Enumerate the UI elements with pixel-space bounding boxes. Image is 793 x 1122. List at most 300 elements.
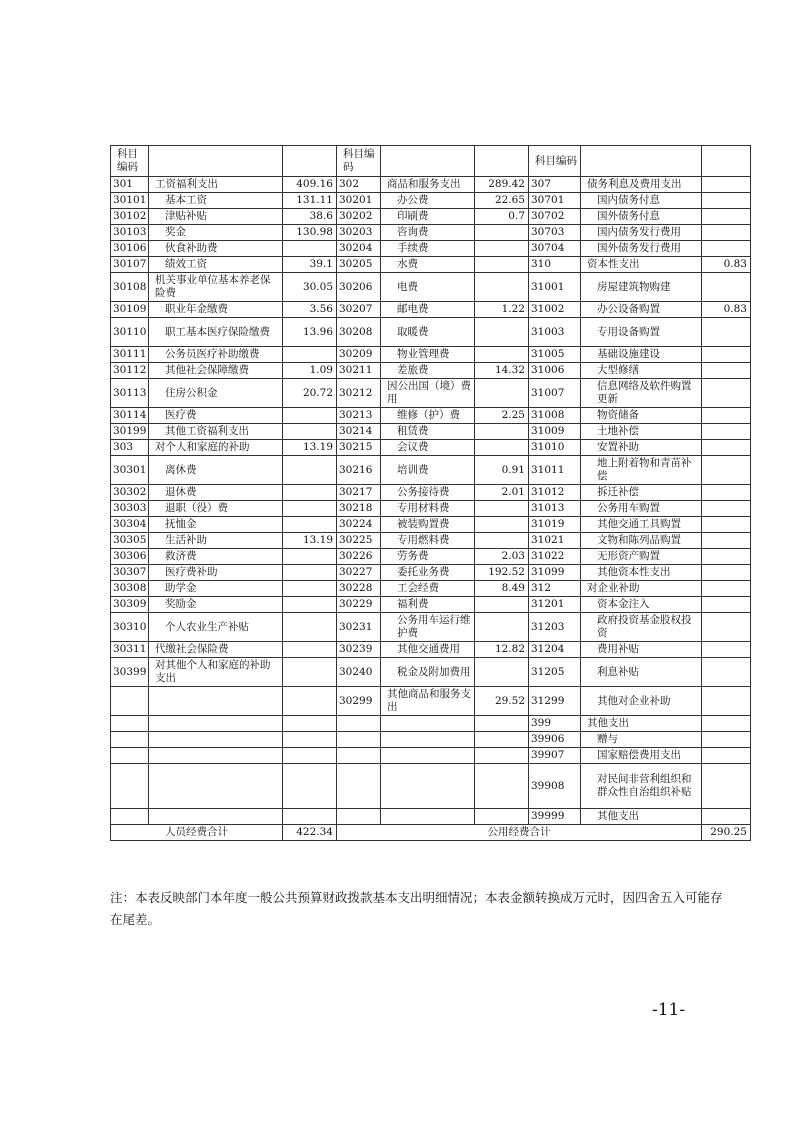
amount-cell [475, 658, 529, 687]
amount-cell: 2.01 [475, 485, 529, 501]
item-name-cell: 其他社会保障缴费 [149, 363, 283, 379]
item-name-cell: 无形资产购置 [581, 549, 702, 565]
amount-cell [283, 642, 337, 658]
item-name-cell: 租赁费 [381, 424, 475, 440]
item-name-cell: 被装购置费 [381, 517, 475, 533]
amount-cell [475, 440, 529, 456]
code-cell: 30213 [337, 408, 381, 424]
code-cell: 30109 [111, 302, 149, 318]
amount-cell [702, 549, 751, 565]
code-cell: 30306 [111, 549, 149, 565]
amount-cell: 1.22 [475, 302, 529, 318]
amount-cell [475, 809, 529, 825]
table-row [111, 379, 751, 408]
amount-cell: 14.32 [475, 363, 529, 379]
item-name-cell: 对其他个人和家庭的补助支出 [149, 658, 283, 687]
code-cell: 30214 [337, 424, 381, 440]
item-name-cell: 生活补助 [149, 533, 283, 549]
item-name-cell [381, 809, 475, 825]
table-row [111, 565, 751, 581]
table-row [111, 257, 751, 273]
code-cell: 30308 [111, 581, 149, 597]
item-name-cell: 其他对企业补助 [581, 687, 702, 716]
code-cell: 39906 [529, 732, 581, 748]
item-name-cell: 国内债务付息 [581, 193, 702, 209]
item-name-cell: 税金及附加费用 [381, 658, 475, 687]
code-cell: 30217 [337, 485, 381, 501]
item-name-cell: 退职（役）费 [149, 501, 283, 517]
amount-cell [702, 501, 751, 517]
item-name-cell: 助学金 [149, 581, 283, 597]
item-name-cell: 对个人和家庭的补助 [149, 440, 283, 456]
amount-cell [702, 533, 751, 549]
code-cell: 31008 [529, 408, 581, 424]
item-name-cell: 赠与 [581, 732, 702, 748]
table-row [111, 193, 751, 209]
amount-cell [702, 565, 751, 581]
amount-cell [475, 764, 529, 809]
amount-cell [283, 732, 337, 748]
code-cell: 30307 [111, 565, 149, 581]
item-name-cell [149, 748, 283, 764]
table-row [111, 363, 751, 379]
amount-cell [702, 273, 751, 302]
code-cell: 39999 [529, 809, 581, 825]
item-name-cell: 代缴社会保险费 [149, 642, 283, 658]
item-name-cell: 水费 [381, 257, 475, 273]
page-number: -11- [652, 1000, 686, 1020]
item-name-cell [381, 732, 475, 748]
code-cell: 30305 [111, 533, 149, 549]
code-cell: 30108 [111, 273, 149, 302]
amount-cell [475, 225, 529, 241]
table-row [111, 241, 751, 257]
table-row [111, 209, 751, 225]
amount-cell: 13.19 [283, 440, 337, 456]
item-name-cell: 会议费 [381, 440, 475, 456]
amount-cell [283, 485, 337, 501]
table-row [111, 581, 751, 597]
item-name-cell [149, 687, 283, 716]
item-name-cell: 拆迁补偿 [581, 485, 702, 501]
code-cell: 30303 [111, 501, 149, 517]
table-row [111, 549, 751, 565]
code-cell: 30209 [337, 347, 381, 363]
item-name-cell: 机关事业单位基本养老保险费 [149, 273, 283, 302]
item-name-cell: 救济费 [149, 549, 283, 565]
code-cell: 30201 [337, 193, 381, 209]
item-name-cell: 手续费 [381, 241, 475, 257]
code-cell: 30228 [337, 581, 381, 597]
table-row [111, 302, 751, 318]
amount-cell [702, 209, 751, 225]
item-name-cell [381, 716, 475, 732]
item-name-cell: 职工基本医疗保险缴费 [149, 318, 283, 347]
code-cell: 31019 [529, 517, 581, 533]
amount-cell [475, 716, 529, 732]
amount-cell [702, 225, 751, 241]
item-name-cell: 住房公积金 [149, 379, 283, 408]
amount-cell: 20.72 [283, 379, 337, 408]
amount-cell [475, 533, 529, 549]
item-name-cell: 其他交通工具购置 [581, 517, 702, 533]
item-name-cell: 职业年金缴费 [149, 302, 283, 318]
amount-cell: 0.7 [475, 209, 529, 225]
item-name-cell: 其他支出 [581, 716, 702, 732]
code-cell: 39907 [529, 748, 581, 764]
item-name-cell: 公务接待费 [381, 485, 475, 501]
item-name-cell: 大型修缮 [581, 363, 702, 379]
table-row [111, 225, 751, 241]
code-cell [111, 809, 149, 825]
header-amount-cell [702, 146, 751, 177]
amount-cell [702, 517, 751, 533]
header-amount-cell [283, 146, 337, 177]
code-cell: 30309 [111, 597, 149, 613]
table-row [111, 485, 751, 501]
amount-cell [283, 424, 337, 440]
amount-cell [283, 581, 337, 597]
code-cell: 30218 [337, 501, 381, 517]
code-cell: 31204 [529, 642, 581, 658]
code-cell: 31007 [529, 379, 581, 408]
code-cell [111, 732, 149, 748]
amount-cell [702, 440, 751, 456]
amount-cell: 13.19 [283, 533, 337, 549]
code-cell: 31021 [529, 533, 581, 549]
code-cell: 30239 [337, 642, 381, 658]
amount-cell [283, 408, 337, 424]
code-cell: 30101 [111, 193, 149, 209]
code-cell: 30102 [111, 209, 149, 225]
code-cell: 30229 [337, 597, 381, 613]
item-name-cell: 委托业务费 [381, 565, 475, 581]
code-cell: 302 [337, 177, 381, 193]
item-name-cell [149, 764, 283, 809]
amount-cell: 289.42 [475, 177, 529, 193]
amount-cell [475, 597, 529, 613]
amount-cell [475, 347, 529, 363]
amount-cell [283, 501, 337, 517]
item-name-cell: 培训费 [381, 456, 475, 485]
personnel-total-label: 人员经费合计 [111, 825, 283, 841]
code-cell: 31022 [529, 549, 581, 565]
code-cell: 30207 [337, 302, 381, 318]
amount-cell [283, 597, 337, 613]
item-name-cell [149, 716, 283, 732]
code-cell: 30205 [337, 257, 381, 273]
amount-cell [702, 764, 751, 809]
amount-cell: 0.83 [702, 257, 751, 273]
table-row [111, 748, 751, 764]
amount-cell [702, 241, 751, 257]
code-cell: 31009 [529, 424, 581, 440]
amount-cell [283, 241, 337, 257]
code-cell: 30701 [529, 193, 581, 209]
code-cell: 30304 [111, 517, 149, 533]
code-cell: 30226 [337, 549, 381, 565]
code-cell: 31205 [529, 658, 581, 687]
amount-cell [283, 517, 337, 533]
totals-row [111, 825, 751, 841]
table-row [111, 273, 751, 302]
code-cell [337, 809, 381, 825]
code-cell: 30703 [529, 225, 581, 241]
amount-cell: 22.65 [475, 193, 529, 209]
code-cell [337, 732, 381, 748]
header-name-cell [149, 146, 283, 177]
code-cell: 30704 [529, 241, 581, 257]
amount-cell [702, 642, 751, 658]
amount-cell: 38.6 [283, 209, 337, 225]
code-cell: 307 [529, 177, 581, 193]
item-name-cell: 信息网络及软件购置更新 [581, 379, 702, 408]
code-cell: 30302 [111, 485, 149, 501]
code-cell: 31203 [529, 613, 581, 642]
code-cell: 31002 [529, 302, 581, 318]
amount-cell: 130.98 [283, 225, 337, 241]
item-name-cell: 地上附着物和青苗补偿 [581, 456, 702, 485]
code-cell: 30224 [337, 517, 381, 533]
code-cell: 30111 [111, 347, 149, 363]
amount-cell [702, 193, 751, 209]
item-name-cell: 电费 [381, 273, 475, 302]
code-cell: 30702 [529, 209, 581, 225]
amount-cell [475, 748, 529, 764]
item-name-cell: 公务用车运行维护费 [381, 613, 475, 642]
code-cell: 30311 [111, 642, 149, 658]
code-cell: 30240 [337, 658, 381, 687]
amount-cell [702, 379, 751, 408]
amount-cell [702, 424, 751, 440]
amount-cell [283, 764, 337, 809]
item-name-cell: 其他支出 [581, 809, 702, 825]
amount-cell: 29.52 [475, 687, 529, 716]
amount-cell [283, 347, 337, 363]
item-name-cell: 债务利息及费用支出 [581, 177, 702, 193]
code-cell: 31010 [529, 440, 581, 456]
item-name-cell: 专用材料费 [381, 501, 475, 517]
amount-cell [702, 456, 751, 485]
table-row [111, 687, 751, 716]
table-row [111, 613, 751, 642]
code-cell: 30107 [111, 257, 149, 273]
item-name-cell: 基本工资 [149, 193, 283, 209]
item-name-cell: 专用燃料费 [381, 533, 475, 549]
item-name-cell: 工资福利支出 [149, 177, 283, 193]
item-name-cell: 个人农业生产补贴 [149, 613, 283, 642]
item-name-cell: 办公设备购置 [581, 302, 702, 318]
code-cell: 312 [529, 581, 581, 597]
code-cell: 30113 [111, 379, 149, 408]
amount-cell [702, 318, 751, 347]
amount-cell [475, 517, 529, 533]
table-row [111, 424, 751, 440]
item-name-cell: 国家赔偿费用支出 [581, 748, 702, 764]
item-name-cell: 物业管理费 [381, 347, 475, 363]
item-name-cell: 基础设施建设 [581, 347, 702, 363]
item-name-cell: 医疗费补助 [149, 565, 283, 581]
code-cell: 31299 [529, 687, 581, 716]
public-total-label: 公用经费合计 [337, 825, 702, 841]
item-name-cell [381, 764, 475, 809]
table-row [111, 501, 751, 517]
budget-detail-table [110, 145, 751, 841]
amount-cell [283, 658, 337, 687]
code-cell: 30299 [337, 687, 381, 716]
table-row [111, 716, 751, 732]
code-cell: 31099 [529, 565, 581, 581]
amount-cell [283, 809, 337, 825]
item-name-cell: 公务员医疗补助缴费 [149, 347, 283, 363]
item-name-cell: 邮电费 [381, 302, 475, 318]
table-row [111, 408, 751, 424]
item-name-cell: 国外债务发行费用 [581, 241, 702, 257]
code-cell: 30301 [111, 456, 149, 485]
code-cell: 30106 [111, 241, 149, 257]
item-name-cell: 咨询费 [381, 225, 475, 241]
public-total-value: 290.25 [702, 825, 751, 841]
amount-cell [283, 565, 337, 581]
item-name-cell: 奖金 [149, 225, 283, 241]
amount-cell: 3.56 [283, 302, 337, 318]
table-row [111, 764, 751, 809]
table-note: 注：本表反映部门本年度一般公共预算财政拨款基本支出明细情况；本表金额转换成万元时，因四舍五入可能存在尾差。 [110, 890, 723, 927]
personnel-total-value: 422.34 [283, 825, 337, 841]
code-cell: 31201 [529, 597, 581, 613]
code-cell: 310 [529, 257, 581, 273]
amount-cell [475, 501, 529, 517]
table-row [111, 318, 751, 347]
amount-cell [475, 732, 529, 748]
amount-cell: 0.83 [702, 302, 751, 318]
amount-cell [475, 424, 529, 440]
amount-cell [702, 408, 751, 424]
code-cell: 30199 [111, 424, 149, 440]
code-cell: 30310 [111, 613, 149, 642]
amount-cell [702, 613, 751, 642]
item-name-cell: 抚恤金 [149, 517, 283, 533]
code-cell: 31001 [529, 273, 581, 302]
item-name-cell: 国内债务发行费用 [581, 225, 702, 241]
amount-cell: 2.03 [475, 549, 529, 565]
header-code-cell: 科目编码 [337, 146, 381, 177]
code-cell: 31012 [529, 485, 581, 501]
item-name-cell [149, 732, 283, 748]
code-cell [111, 764, 149, 809]
table-row [111, 642, 751, 658]
code-cell: 31003 [529, 318, 581, 347]
amount-cell [702, 485, 751, 501]
header-code-cell: 科目编码 [111, 146, 149, 177]
item-name-cell: 其他资本性支出 [581, 565, 702, 581]
item-name-cell: 绩效工资 [149, 257, 283, 273]
code-cell: 301 [111, 177, 149, 193]
code-cell [111, 716, 149, 732]
code-cell: 30203 [337, 225, 381, 241]
amount-cell [702, 732, 751, 748]
code-cell: 30103 [111, 225, 149, 241]
item-name-cell: 退休费 [149, 485, 283, 501]
amount-cell [702, 363, 751, 379]
item-name-cell: 其他工资福利支出 [149, 424, 283, 440]
table-row [111, 347, 751, 363]
code-cell: 30227 [337, 565, 381, 581]
amount-cell [283, 613, 337, 642]
amount-cell: 8.49 [475, 581, 529, 597]
amount-cell [702, 809, 751, 825]
table-row [111, 533, 751, 549]
code-cell [111, 748, 149, 764]
item-name-cell: 对民间非营利组织和群众性自治组织补贴 [581, 764, 702, 809]
item-name-cell: 差旅费 [381, 363, 475, 379]
amount-cell: 131.11 [283, 193, 337, 209]
item-name-cell: 维修（护）费 [381, 408, 475, 424]
item-name-cell: 劳务费 [381, 549, 475, 565]
table-header-row [111, 146, 751, 177]
item-name-cell: 商品和服务支出 [381, 177, 475, 193]
code-cell [337, 748, 381, 764]
amount-cell [702, 177, 751, 193]
table-row [111, 809, 751, 825]
item-name-cell: 其他商品和服务支出 [381, 687, 475, 716]
header-amount-cell [475, 146, 529, 177]
amount-cell [702, 597, 751, 613]
code-cell [111, 687, 149, 716]
amount-cell [475, 379, 529, 408]
amount-cell [283, 549, 337, 565]
code-cell: 30208 [337, 318, 381, 347]
code-cell: 30204 [337, 241, 381, 257]
code-cell [337, 716, 381, 732]
item-name-cell: 因公出国（境）费用 [381, 379, 475, 408]
amount-cell [702, 687, 751, 716]
item-name-cell: 资本性支出 [581, 257, 702, 273]
item-name-cell [381, 748, 475, 764]
item-name-cell: 国外债务付息 [581, 209, 702, 225]
item-name-cell: 利息补贴 [581, 658, 702, 687]
amount-cell: 409.16 [283, 177, 337, 193]
item-name-cell: 津贴补贴 [149, 209, 283, 225]
code-cell: 399 [529, 716, 581, 732]
table-row [111, 597, 751, 613]
amount-cell: 0.91 [475, 456, 529, 485]
code-cell: 31011 [529, 456, 581, 485]
code-cell: 30215 [337, 440, 381, 456]
item-name-cell: 政府投资基金股权投资 [581, 613, 702, 642]
code-cell: 30225 [337, 533, 381, 549]
code-cell: 30112 [111, 363, 149, 379]
code-cell: 31013 [529, 501, 581, 517]
amount-cell [283, 716, 337, 732]
item-name-cell: 福利费 [381, 597, 475, 613]
item-name-cell: 医疗费 [149, 408, 283, 424]
item-name-cell: 离休费 [149, 456, 283, 485]
table-row [111, 456, 751, 485]
item-name-cell: 奖励金 [149, 597, 283, 613]
item-name-cell: 物资储备 [581, 408, 702, 424]
amount-cell: 192.52 [475, 565, 529, 581]
code-cell: 30211 [337, 363, 381, 379]
code-cell [337, 764, 381, 809]
code-cell: 30212 [337, 379, 381, 408]
amount-cell: 12.82 [475, 642, 529, 658]
code-cell: 30231 [337, 613, 381, 642]
item-name-cell: 文物和陈列品购置 [581, 533, 702, 549]
item-name-cell: 公务用车购置 [581, 501, 702, 517]
amount-cell [702, 716, 751, 732]
amount-cell [702, 347, 751, 363]
